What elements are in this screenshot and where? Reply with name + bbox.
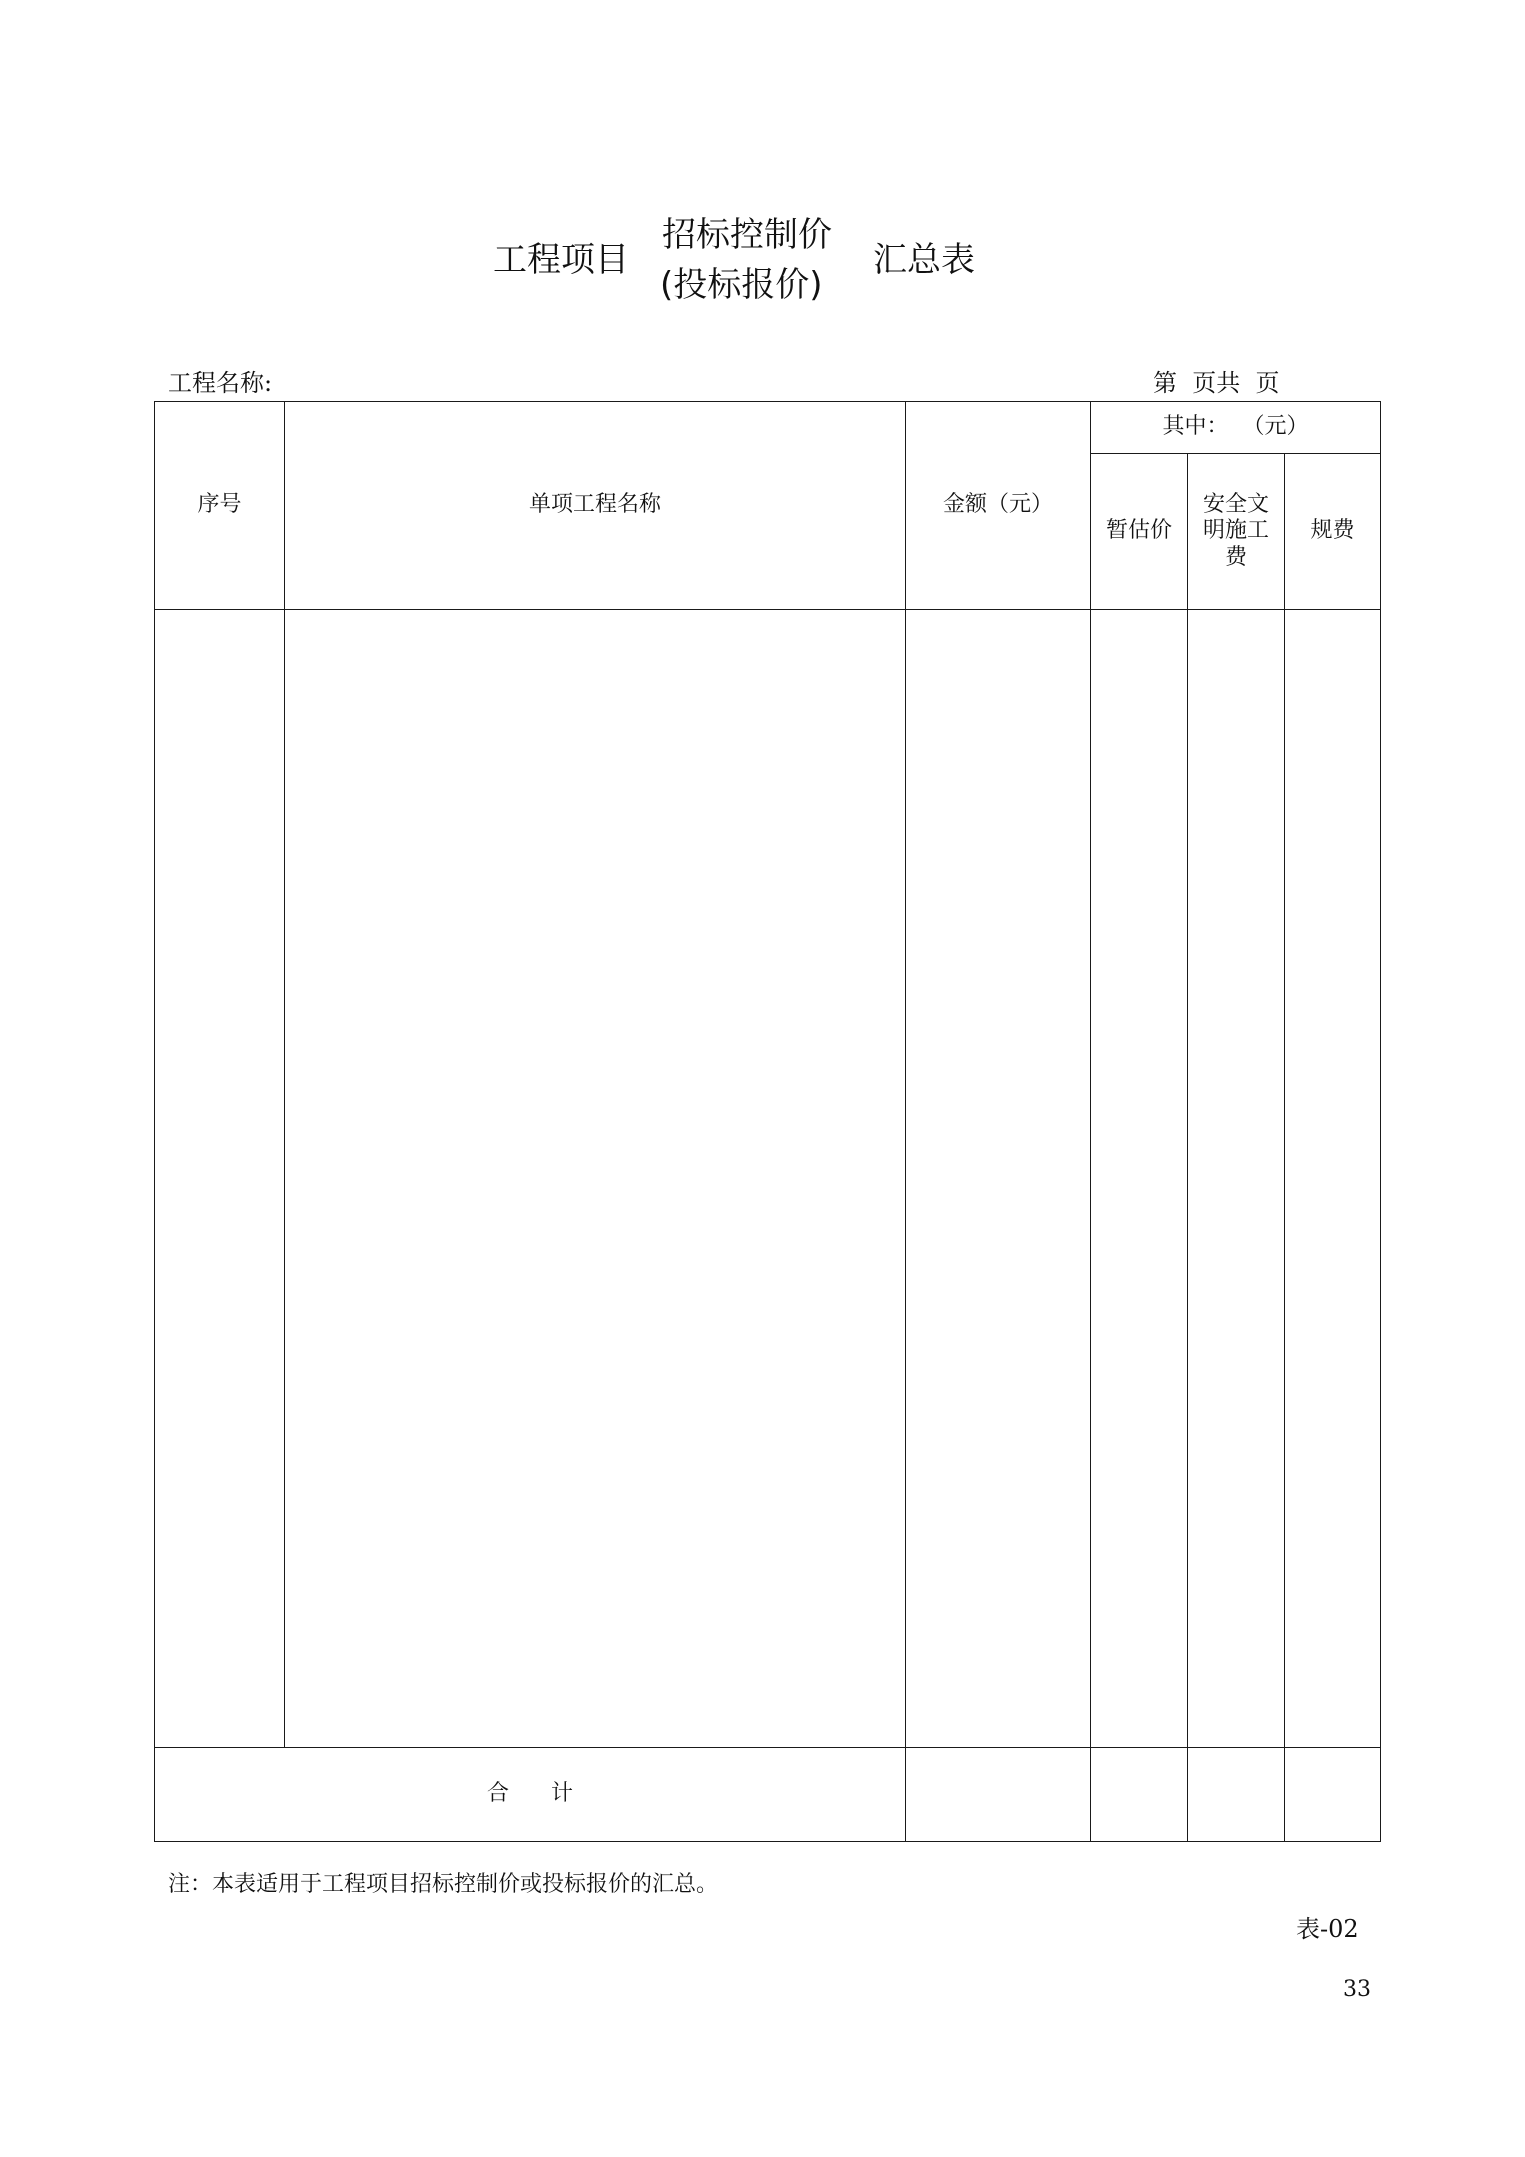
total-row bbox=[155, 1748, 1381, 1842]
title-left: 工程项目 bbox=[493, 240, 629, 280]
header-fees: 规费 bbox=[1285, 454, 1381, 610]
body-cell-provisional[interactable] bbox=[1091, 610, 1188, 1748]
body-cell-fees[interactable] bbox=[1285, 610, 1381, 1748]
title-middle-bottom: (投标报价) bbox=[660, 265, 823, 305]
header-provisional: 暂估价 bbox=[1091, 454, 1188, 610]
body-cell-amount[interactable] bbox=[906, 610, 1091, 1748]
body-cell-item-name[interactable] bbox=[285, 610, 906, 1748]
header-amount: 金额（元） bbox=[906, 402, 1091, 610]
header-of-which: 其中： （元） bbox=[1091, 402, 1381, 454]
header-safety-line1: 安全文 bbox=[1202, 491, 1269, 517]
total-fees[interactable] bbox=[1285, 1748, 1381, 1842]
summary-table bbox=[154, 401, 1381, 1842]
total-label: 合 计 bbox=[155, 1748, 906, 1842]
header-safety-fee bbox=[1188, 454, 1285, 610]
table-body-row bbox=[155, 610, 1381, 1748]
project-name-label: 工程名称: bbox=[168, 369, 273, 397]
header-item-name: 单项工程名称 bbox=[285, 402, 906, 610]
title-middle-top: 招标控制价 bbox=[662, 215, 832, 255]
total-safety-fee[interactable] bbox=[1188, 1748, 1285, 1842]
form-code: 表-02 bbox=[1296, 1915, 1359, 1943]
title-right: 汇总表 bbox=[873, 240, 975, 280]
body-cell-index[interactable] bbox=[155, 610, 285, 1748]
header-index: 序号 bbox=[155, 402, 285, 610]
header-safety-line2: 明施工 bbox=[1202, 518, 1269, 544]
table-note: 注：本表适用于工程项目招标控制价或投标报价的汇总。 bbox=[168, 1872, 719, 1897]
total-amount[interactable] bbox=[906, 1748, 1091, 1842]
header-safety-line3: 费 bbox=[1224, 544, 1247, 570]
body-cell-safety-fee[interactable] bbox=[1188, 610, 1285, 1748]
total-provisional[interactable] bbox=[1091, 1748, 1188, 1842]
page-count-label: 第 页共 页 bbox=[1153, 369, 1280, 397]
page-number: 33 bbox=[1343, 1977, 1371, 2002]
